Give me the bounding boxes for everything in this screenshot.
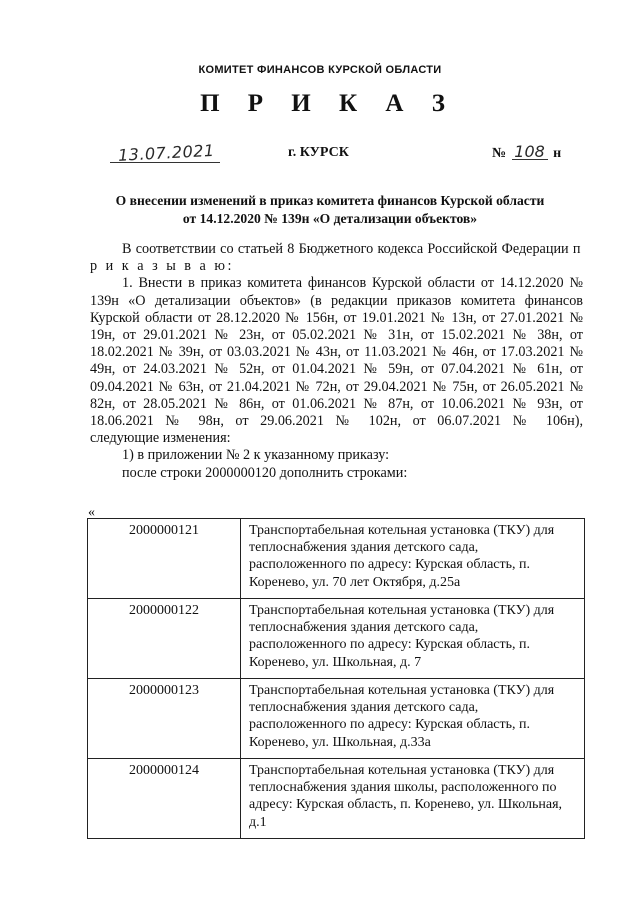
subject-line-2: от 14.12.2020 № 139н «О детализации объектов» xyxy=(182,211,478,226)
intro-text: В соответствии со статьей 8 Бюджетного кодекса Российской Федерации xyxy=(122,241,569,257)
table-row xyxy=(88,599,585,679)
number-prefix: № xyxy=(492,146,507,161)
item-1-paragraph: 1. Внести в приказ комитета финансов Курской области от 14.12.2020 № 139н «О детализации объектов» (в редакции приказов комитета финансов Курской области от 28.12.2020 № 156н, от 19.01.2021 № 13н, от 27.01.2021 № 19н, от 29.01.2021 № 23н, от 05.02.2021 № 31н, от 15.02.2021 № 38н, от 18.02.2021 № 39н, от 03.03.2021 № 43н, от 11.03.2021 № 46н, от 17.03.2021 № 49н, от 24.03.2021 № 52н, от 01.04.2021 № 59н, от 07.04.2021 № 61н, от 09.04.2021 № 63н, от 21.04.2021 № 72н, от 29.04.2021 № 75н, от 26.05.2021 № 82н, от 28.05.2021 № 86н, от 01.06.2021 № 87н, от 10.06.2021 № 93н, от 18.06.2021 № 98н, от 29.06.2021 № 102н, от 06.07.2021 № 106н), xyxy=(90,275,583,430)
subject-line-1: О внесении изменений в приказ комитета финансов Курской области xyxy=(115,193,545,208)
object-code: 2000000124 xyxy=(88,759,241,839)
subitem-1: 1) в приложении № 2 к указанному приказу: xyxy=(122,447,390,464)
date-underline xyxy=(110,162,220,163)
object-description: Транспортабельная котельная установка (ТКУ) для теплоснабжения здания детского сада, расположенного по адресу: Курская область, п. Коренево, ул. 70 лет Октября, д.25а xyxy=(241,519,585,599)
opening-quote: « xyxy=(88,505,95,520)
order-number xyxy=(492,142,562,162)
order-verb: п р и к а з ы в а ю: xyxy=(90,241,584,275)
object-code: 2000000121 xyxy=(88,519,241,599)
object-code: 2000000123 xyxy=(88,679,241,759)
order-subject xyxy=(80,192,580,228)
table-row xyxy=(88,759,585,839)
order-body xyxy=(90,241,583,482)
objects-table xyxy=(87,518,585,839)
object-code: 2000000122 xyxy=(88,599,241,679)
intro-paragraph xyxy=(90,241,583,275)
document-title: П Р И К А З xyxy=(200,90,456,117)
handwritten-number: 108 xyxy=(512,145,548,160)
table-row xyxy=(88,679,585,759)
table-row xyxy=(88,519,585,599)
object-description: Транспортабельная котельная установка (ТКУ) для теплоснабжения здания детского сада, расположенного по адресу: Курская область, п. Коренево, ул. Школьная, д. 7 xyxy=(241,599,585,679)
object-description: Транспортабельная котельная установка (ТКУ) для теплоснабжения здания школы, расположенного по адресу: Курская область, п. Коренево, ул. Школьная, д.1 xyxy=(241,759,585,839)
handwritten-date: 13.07.2021 xyxy=(117,140,216,165)
object-description: Транспортабельная котельная установка (ТКУ) для теплоснабжения здания детского сада, расположенного по адресу: Курская область, п. Коренево, ул. Школьная, д.33а xyxy=(241,679,585,759)
subitem-1-instruction: после строки 2000000120 дополнить строками: xyxy=(122,464,408,481)
organization-name: КОМИТЕТ ФИНАНСОВ КУРСКОЙ ОБЛАСТИ xyxy=(198,64,442,76)
item-1-ending: следующие изменения: xyxy=(90,430,231,447)
city: г. КУРСК xyxy=(288,145,349,160)
number-suffix: н xyxy=(553,146,562,161)
